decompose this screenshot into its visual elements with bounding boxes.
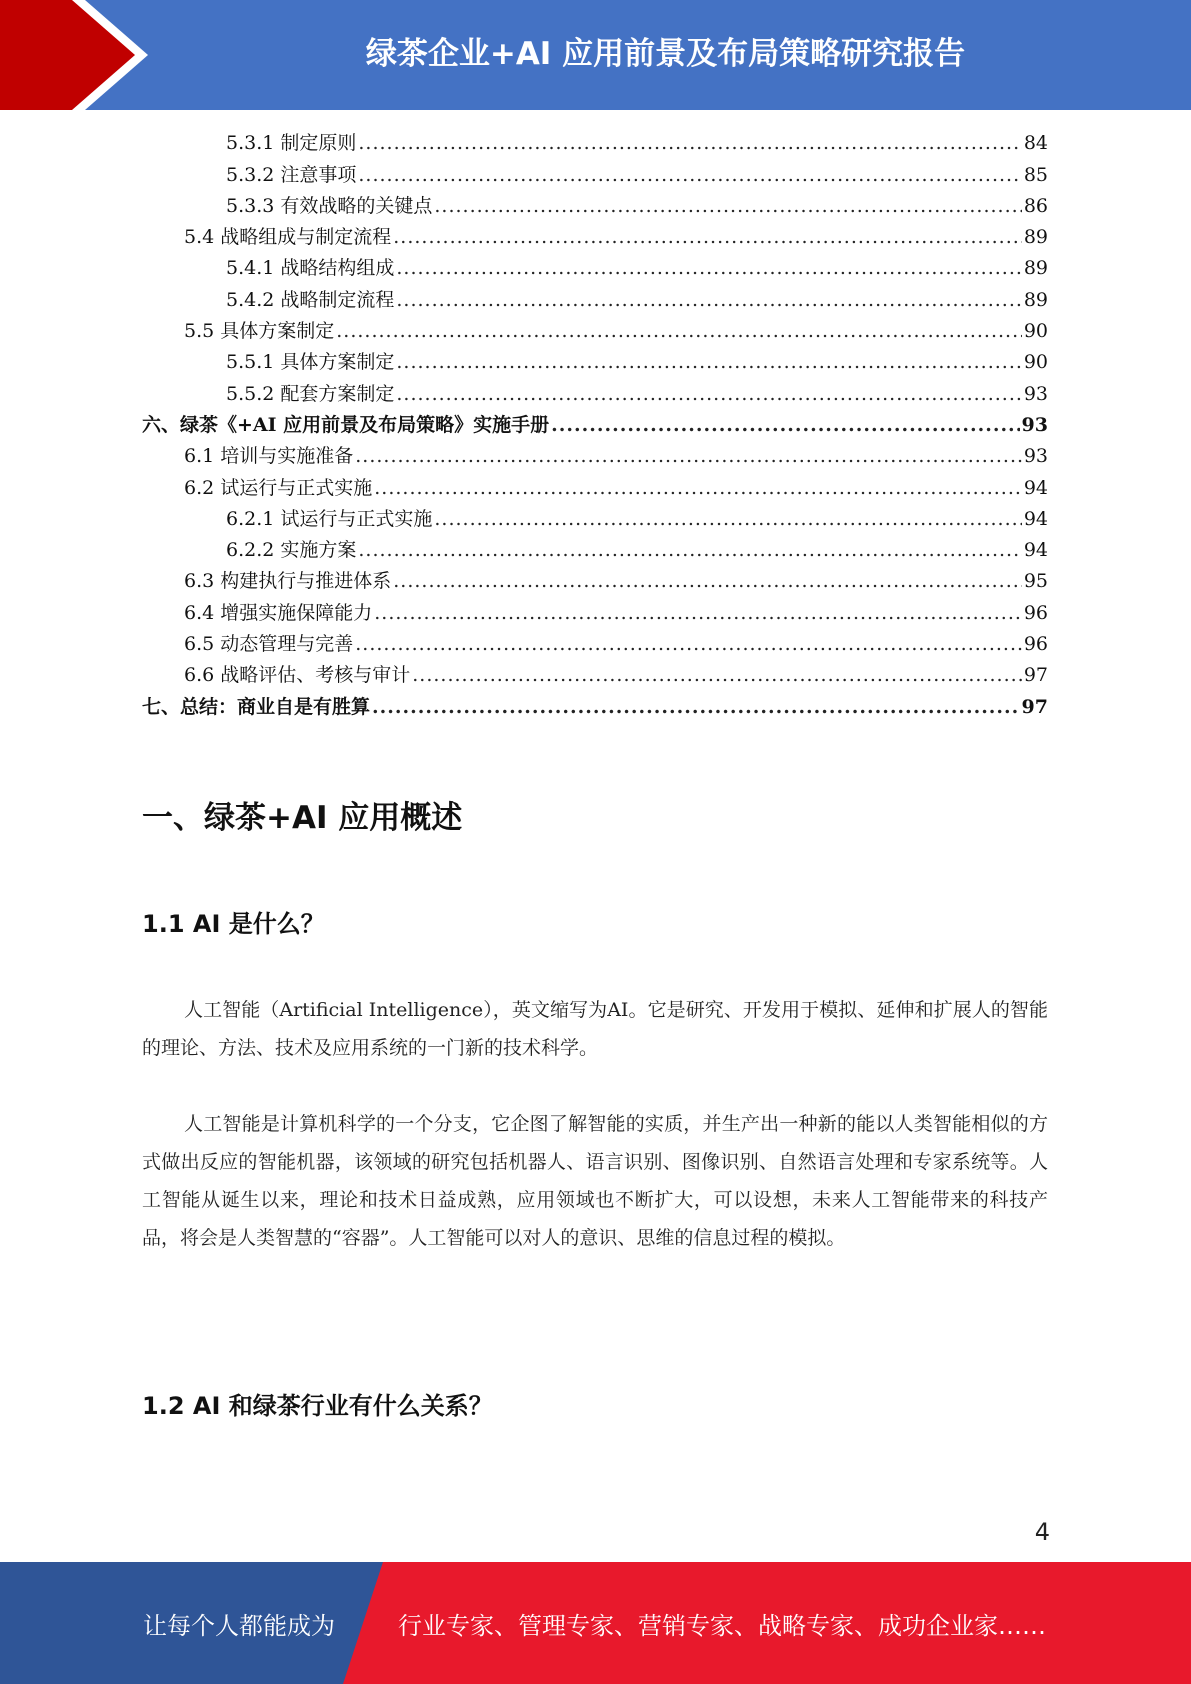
toc-leader-dots — [358, 128, 1021, 159]
toc-entry-label: 6.5 动态管理与完善 — [184, 633, 354, 656]
toc-entry-label: 5.3.2 注意事项 — [226, 163, 357, 186]
toc-entry[interactable] — [142, 316, 1048, 347]
toc-leader-dots — [396, 285, 1021, 316]
toc-entry-page: 93 — [1023, 445, 1048, 468]
toc-leader-dots — [393, 222, 1022, 253]
toc-entry[interactable] — [142, 128, 1048, 159]
toc-entry[interactable] — [142, 629, 1048, 660]
toc-entry-label: 6.2.2 实施方案 — [226, 539, 357, 562]
toc-entry[interactable] — [142, 159, 1048, 190]
toc-entry[interactable] — [142, 660, 1048, 691]
footer-slogan-right: 行业专家、管理专家、营销专家、战略专家、成功企业家…… — [398, 1611, 1046, 1640]
toc-entry[interactable] — [142, 191, 1048, 222]
toc-leader-dots — [396, 347, 1021, 378]
toc-entry-label: 6.2 试运行与正式实施 — [184, 476, 373, 499]
toc-entry-label: 6.1 培训与实施准备 — [184, 445, 354, 468]
toc-entry-page: 94 — [1023, 507, 1048, 530]
toc-entry-page: 93 — [1023, 382, 1048, 405]
toc-entry-label: 5.4 战略组成与制定流程 — [184, 226, 392, 249]
toc-entry[interactable] — [142, 504, 1048, 535]
toc-entry-page: 89 — [1023, 257, 1048, 280]
toc-entry-label: 七、总结：商业自是有胜算 — [142, 695, 371, 718]
toc-entry-page: 95 — [1023, 570, 1048, 593]
section-heading: 一、绿茶+AI 应用概述 — [142, 800, 463, 836]
toc-entry[interactable] — [142, 378, 1048, 409]
table-of-contents — [142, 128, 1048, 723]
toc-entry-label: 5.3.1 制定原则 — [226, 132, 357, 155]
toc-entry-label: 6.2.1 试运行与正式实施 — [226, 507, 433, 530]
toc-entry-page: 97 — [1023, 664, 1048, 687]
toc-entry-label: 5.5.1 具体方案制定 — [226, 351, 395, 374]
toc-entry[interactable] — [142, 472, 1048, 503]
toc-entry-label: 6.3 构建执行与推进体系 — [184, 570, 392, 593]
toc-leader-dots — [355, 441, 1022, 472]
header-band — [0, 0, 1191, 110]
toc-entry-label: 六、绿茶《+AI 应用前景及布局策略》实施手册 — [142, 413, 550, 436]
toc-leader-dots — [374, 473, 1022, 504]
toc-entry-page: 96 — [1023, 633, 1048, 656]
toc-entry-page: 86 — [1023, 194, 1048, 217]
toc-entry-page: 84 — [1023, 132, 1048, 155]
toc-entry[interactable] — [142, 597, 1048, 628]
toc-entry-page: 94 — [1023, 539, 1048, 562]
subsection-heading-1-1: 1.1 AI 是什么？ — [142, 910, 325, 938]
toc-leader-dots — [355, 629, 1022, 660]
toc-entry-page: 90 — [1023, 351, 1048, 374]
toc-entry[interactable] — [142, 253, 1048, 284]
toc-leader-dots — [393, 566, 1022, 597]
toc-leader-dots — [396, 379, 1021, 410]
toc-entry[interactable] — [142, 441, 1048, 472]
toc-entry-page: 89 — [1023, 226, 1048, 249]
toc-leader-dots — [412, 660, 1022, 691]
toc-entry-label: 5.5 具体方案制定 — [184, 320, 335, 343]
toc-entry-label: 6.4 增强实施保障能力 — [184, 601, 373, 624]
toc-entry-page: 90 — [1023, 320, 1048, 343]
toc-leader-dots — [358, 535, 1021, 566]
toc-entry-label: 6.6 战略评估、考核与审计 — [184, 664, 411, 687]
toc-leader-dots — [551, 410, 1019, 441]
page-number: 4 — [1034, 1518, 1050, 1546]
toc-entry[interactable] — [142, 691, 1048, 722]
footer-slogan-left: 让每个人都能成为 — [143, 1611, 335, 1640]
toc-entry-page: 89 — [1023, 288, 1048, 311]
toc-leader-dots — [396, 253, 1021, 284]
toc-entry[interactable] — [142, 284, 1048, 315]
toc-entry-page: 96 — [1023, 601, 1048, 624]
toc-entry-label: 5.4.1 战略结构组成 — [226, 257, 395, 280]
toc-entry-page: 97 — [1021, 695, 1048, 718]
toc-leader-dots — [434, 504, 1021, 535]
paragraph-1: 人工智能（Artificial Intelligence），英文缩写为AI。它是研究、开发用于模拟、延伸和扩展人的智能的理论、方法、技术及应用系统的一门新的技术科学。 — [142, 999, 1048, 1059]
toc-entry-page: 93 — [1021, 413, 1048, 436]
toc-leader-dots — [434, 191, 1021, 222]
subsection-heading-1-2: 1.2 AI 和绿茶行业有什么关系？ — [142, 1392, 493, 1420]
toc-leader-dots — [358, 160, 1021, 191]
toc-leader-dots — [372, 692, 1020, 723]
toc-entry-label: 5.3.3 有效战略的关键点 — [226, 194, 433, 217]
toc-leader-dots — [374, 598, 1022, 629]
toc-entry-label: 5.4.2 战略制定流程 — [226, 288, 395, 311]
toc-entry[interactable] — [142, 410, 1048, 441]
toc-entry[interactable] — [142, 535, 1048, 566]
footer-band — [0, 1562, 1191, 1684]
toc-entry[interactable] — [142, 222, 1048, 253]
report-title: 绿茶企业+AI 应用前景及布局策略研究报告 — [365, 35, 966, 72]
toc-entry-label: 5.5.2 配套方案制定 — [226, 382, 395, 405]
toc-entry[interactable] — [142, 566, 1048, 597]
toc-entry[interactable] — [142, 347, 1048, 378]
toc-entry-page: 94 — [1023, 476, 1048, 499]
toc-entry-page: 85 — [1023, 163, 1048, 186]
header-chevron-decoration — [0, 0, 160, 110]
toc-leader-dots — [336, 316, 1022, 347]
paragraph-2: 人工智能是计算机科学的一个分支，它企图了解智能的实质，并生产出一种新的能以人类智能相似的方式做出反应的智能机器，该领域的研究包括机器人、语言识别、图像识别、自然语言处理和专家系统等。人工智能从诞生以来，理论和技术日益成熟，应用领域也不断扩大，可以设想，未来人工智能带来的科技产品，将会是人类智慧的“容器”。人工智能可以对人的意识、思维的信息过程的模拟。 — [142, 1113, 1048, 1249]
